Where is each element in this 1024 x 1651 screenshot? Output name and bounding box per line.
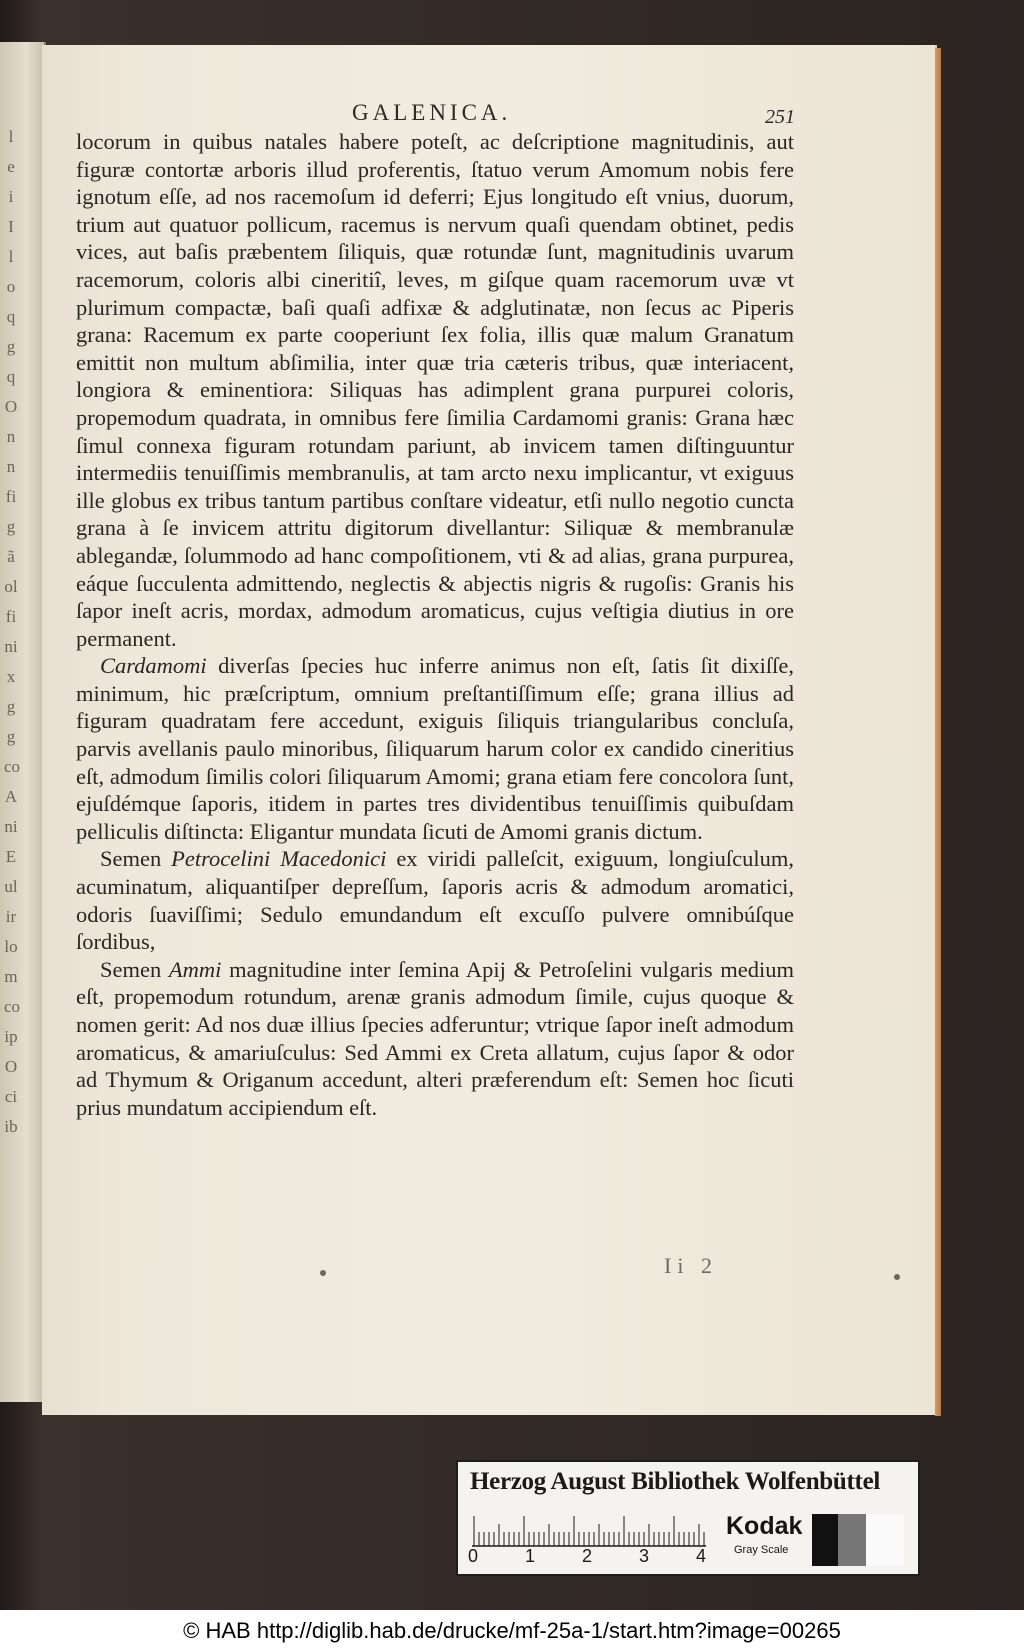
italic-term: Ammi bbox=[168, 956, 222, 982]
ruler-scale bbox=[472, 1508, 706, 1548]
gray-patch-mid bbox=[838, 1514, 866, 1566]
ruler-number: 3 bbox=[639, 1546, 650, 1566]
margin-glyph: l bbox=[8, 127, 14, 146]
margin-glyph: ni bbox=[4, 817, 18, 836]
margin-glyph: A bbox=[4, 787, 18, 806]
margin-glyph: o bbox=[6, 277, 16, 296]
margin-glyph: ol bbox=[4, 577, 18, 596]
margin-glyph: g bbox=[6, 697, 16, 716]
margin-glyph: ip bbox=[4, 1027, 18, 1046]
margin-glyph: i bbox=[8, 187, 14, 206]
margin-glyph: ni bbox=[4, 637, 18, 656]
ruler-number: 1 bbox=[525, 1546, 536, 1566]
margin-glyph: g bbox=[6, 727, 16, 746]
italic-term: Cardamomi bbox=[100, 653, 207, 679]
margin-glyph: n bbox=[6, 457, 16, 476]
margin-glyph: l bbox=[8, 247, 14, 266]
library-name: Herzog August Bibliothek Wolfenbüttel bbox=[470, 1468, 881, 1495]
margin-glyph: n bbox=[6, 427, 16, 446]
running-head: GALENICA. bbox=[352, 100, 512, 125]
copyright-footer: © HAB http://diglib.hab.de/drucke/mf-25a-1/start.htm?image=00265 bbox=[0, 1610, 1024, 1651]
page-speck bbox=[894, 1274, 900, 1280]
margin-glyph: O bbox=[4, 1057, 18, 1076]
margin-glyph: x bbox=[6, 667, 16, 686]
margin-glyph: co bbox=[4, 997, 21, 1016]
previous-page-edge bbox=[0, 42, 46, 1402]
margin-glyph: q bbox=[6, 367, 16, 386]
signature-mark: Ii 2 bbox=[664, 1253, 718, 1278]
margin-glyph: q bbox=[6, 307, 16, 326]
gray-patch-white bbox=[866, 1514, 904, 1566]
margin-glyph: fi bbox=[5, 607, 17, 626]
kodak-logo: Kodak bbox=[726, 1512, 803, 1540]
italic-term: Petrocelini Macedonici bbox=[171, 846, 387, 872]
margin-glyph: ci bbox=[4, 1087, 18, 1106]
paragraph-amomum: locorum in quibus natales habere poteſt, ac deſcriptione magnitudinis, aut figuræ contortæ arboris illud proferentis, ſtatuo verum Amomum nobis fere ignotum eſſe, ad nos racemoſum id deferri; Ejus longitudo eſt vnius, duorum, trium aut quatuor pollicum, racemus is nervum quaſi quendam obtinet, pedis vices, aut baſis præbentem ſiliquis, quæ rotundæ ſunt, magnitudinis uvarum racemorum, coloris albi cineritiî, leves, m giſque quam racemorum uvæ vt plurimum compactæ, baſi quaſi adfixæ & adglutinatæ, non ſecus ac Piperis grana: Racemum ex parte cooperiunt ſex folia, illis quæ malum Granatum emittit non multum abſimilia, inter quæ tria cæteris tribus, quæ interiacent, longiora & eminentiora: Siliquas has adimplent grana purpurei coloris, propemodum quadrata, in omnibus fere ſimilia Cardamomi granis: Grana hæc ſimul connexa figuram rotundam pariunt, ab invicem tamen diſtinguuntur intermediis tenuiſſimis membranulis, at tam arcto nexu implicantur, vt exiguus ille globus ex tribus tantum partibus conſtare videatur, etſi nullo negotio cuncta grana à ſe invicem attritu digitorum divellantur: Siliquæ & membranulæ ablegandæ, ſolummodo ad hanc compoſitionem, vti & ad alias, grana purpurea, eáque ſucculenta admittendo, neglectis & abjectis nigris & rugoſis: Granis his ſapor ineſt acris, mordax, admodum aromaticus, cujus veſtigia diutius in ore permanent. bbox=[76, 129, 794, 651]
margin-glyph: co bbox=[4, 757, 21, 776]
margin-glyph: e bbox=[7, 157, 15, 176]
margin-glyph: ib bbox=[4, 1117, 18, 1136]
color-target-card bbox=[456, 1460, 920, 1576]
page-fore-edge bbox=[935, 48, 941, 1416]
ruler-number: 2 bbox=[582, 1546, 593, 1566]
gray-patch-black bbox=[812, 1514, 838, 1566]
margin-glyph: E bbox=[5, 847, 17, 866]
ruler-number: 4 bbox=[696, 1546, 707, 1566]
margin-glyph: ir bbox=[5, 907, 17, 926]
margin-glyph: ã bbox=[7, 547, 15, 566]
paragraph-ammi: Semen Ammi magnitudine inter ſemina Apij & Petroſelini vulgaris medium eſt, propemodum rotundum, arenæ granis admodum ſimile, cujus quoque & nomen gerit: Ad nos duæ illius ſpecies adferuntur; vtrique ſapor ineſt admodum aromaticus, & amariuſculus: Sed Ammi ex Creta allatum, cujus ſapor & odor ad Thymum & Origanum accedunt, alteri præferendum eſt: Semen hoc ſicuti prius mundatum accipiendum eſt. bbox=[76, 956, 794, 1120]
margin-glyph: lo bbox=[4, 937, 18, 956]
ruler-number: 0 bbox=[468, 1546, 479, 1566]
margin-glyph: g bbox=[6, 337, 16, 356]
page-number: 251 bbox=[765, 106, 795, 128]
gray-scale-label: Gray Scale bbox=[734, 1544, 789, 1556]
paragraph-cardamomi: Cardamomi diverſas ſpecies huc inferre animus non eſt, ſatis ſit dixiſſe, minimum, hic præſcriptum, omnium preſtantiſſimum eſſe; grana illius ad figuram quadratam fere accedunt, exiguis ſiliquis triangularibus concluſa, parvis avellanis paulo minoribus, ſiliquarum harum color ex candido cineritius eſt, admodum ſimilis colori ſiliquarum Amomi; grana etiam fere concolora ſunt, ejuſdémque ſaporis, itidem in partes tres dividentibus tenuiſſimis quibuſdam pelliculis diſtincta: Eligantur mundata ſicuti de Amomi granis dictum. bbox=[76, 653, 794, 844]
margin-glyph: m bbox=[4, 967, 18, 986]
page-speck bbox=[320, 1270, 326, 1276]
body-text bbox=[76, 128, 794, 1121]
margin-glyph: I bbox=[8, 217, 14, 236]
margin-glyph: O bbox=[4, 397, 18, 416]
margin-glyph: ul bbox=[4, 877, 18, 896]
paragraph-petroselini: Semen Petrocelini Macedonici ex viridi palleſcit, exiguum, longiuſculum, acuminatum, aliquantiſper depreſſum, ſaporis acris & admodum aromatici, odoris ſuaviſſimi; Sedulo emundandum eſt excuſſo pulvere omnibúſque ſordibus, bbox=[76, 846, 794, 955]
margin-glyph: g bbox=[6, 517, 16, 536]
margin-glyph: fi bbox=[5, 487, 17, 506]
